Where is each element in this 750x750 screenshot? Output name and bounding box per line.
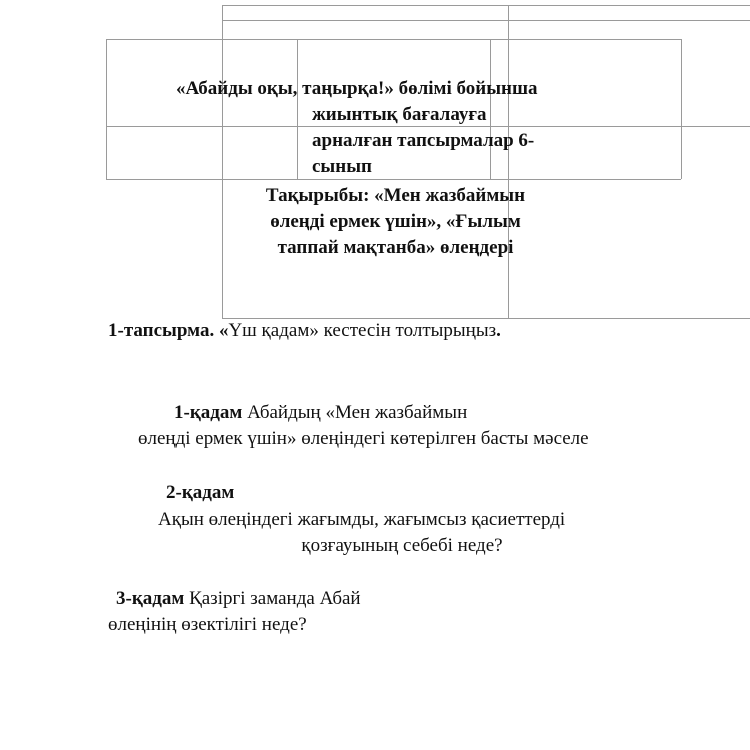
topic-line-3: таппай мақтанба» өлеңдері [277,237,514,258]
step-1-line-2: өлеңді ермек үшін» өлеңіндегі көтерілген басты мәселе [138,428,589,449]
step-2-line-2: қозғауының себебі неде? [301,535,503,556]
grid-line [681,39,682,179]
step-1-label: 1-қадам [174,402,243,423]
step-3-line-2: өлеңінің өзектілігі неде? [108,614,307,635]
grid-line [508,5,509,318]
step-3-label: 3-қадам [116,588,185,609]
header-title-line-1: «Абайды оқы, таңырқа!» бөлімі бойынша [176,78,538,99]
step-1-line-1 [174,400,467,426]
task-1-quote-open: « [214,320,229,341]
header-title-line-3: арналған тапсырмалар 6- [312,130,535,151]
step-1-text: Абайдың «Мен жазбаймын [242,402,468,423]
step-2-label: 2-қадам [166,482,235,503]
step-3-text: Қазіргі заманда Абай [184,588,361,609]
grid-line [297,39,298,179]
task-1-end: . [496,320,501,341]
task-1-heading [108,318,501,344]
step-3-line-1 [116,586,361,612]
grid-line [490,39,491,179]
grid-line [222,5,223,318]
grid-line [106,39,107,179]
grid-line [222,5,750,6]
header-title-line-2: жиынтық бағалауға [312,104,487,125]
grid-line [106,39,681,40]
grid-line [106,179,681,180]
header-title-line-4: сынып [312,156,372,177]
step-2-line-1: Ақын өлеңіндегі жағымды, жағымсыз қасиеттерді [158,509,566,530]
task-1-label: 1-тапсырма. [108,320,215,341]
topic-line-2: өлеңді ермек үшін», «Ғылым [270,211,521,232]
topic-line-1: Тақырыбы: «Мен жазбаймын [265,185,526,206]
task-1-text: Үш қадам» кестесін толтырыңыз [228,320,497,341]
grid-line [222,20,750,21]
